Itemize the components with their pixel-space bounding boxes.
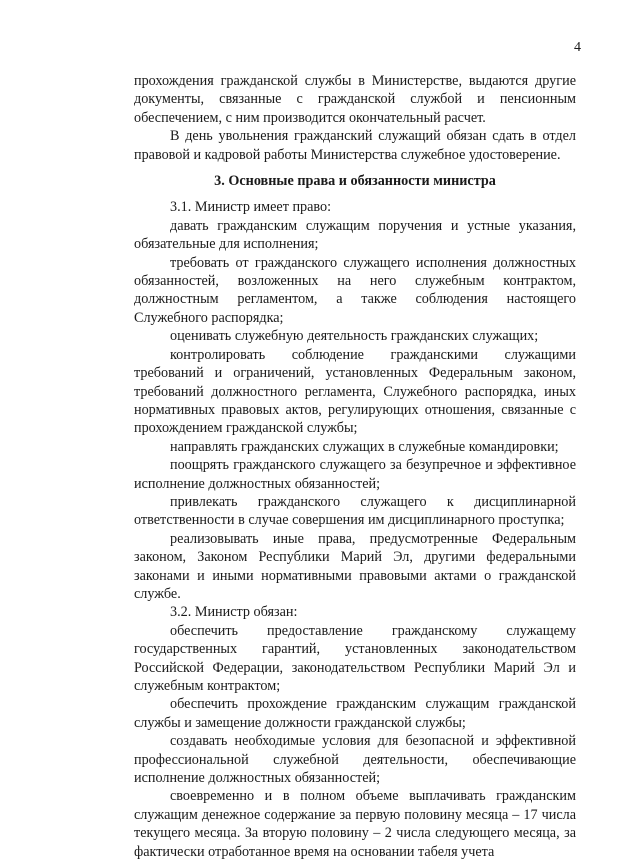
rights-item: требовать от гражданского служащего исполнения должностных обязанностей, возложенных на него служебным контрактом, должностным регламентом, а также соблюдения настоящего Служебного распорядка; xyxy=(134,254,576,326)
document-body xyxy=(134,72,576,861)
duties-item: создавать необходимые условия для безопасной и эффективной профессиональной служебной деятельности, обеспечивающие исполнение должностных обязанностей; xyxy=(134,733,576,787)
rights-item: реализовывать иные права, предусмотренные Федеральным законом, Законом Республики Марий Эл, другими федеральными законами и иными нормативными правовыми актами о гражданской службе. xyxy=(134,530,576,602)
rights-item: поощрять гражданского служащего за безупречное и эффективное исполнение должностных обязанностей; xyxy=(134,457,576,492)
rights-item: привлекать гражданского служащего к дисциплинарной ответственности в случае совершения им дисциплинарного проступка; xyxy=(134,493,576,529)
page-number: 4 xyxy=(574,40,581,55)
rights-item: давать гражданским служащим поручения и устные указания, обязательные для исполнения; xyxy=(134,217,576,253)
duties-item: обеспечить предоставление гражданскому служащему государственных гарантий, установленных законодательством Российской Федерации, законодательством Республики Марий Эл и служебным контрактом; xyxy=(134,622,576,694)
rights-item: направлять гражданских служащих в служебные командировки; xyxy=(170,438,559,455)
subsection-title: 3.2. Министр обязан: xyxy=(170,604,298,621)
duties-item: своевременно и в полном объеме выплачивать гражданским служащим денежное содержание за первую половину месяца – 17 числа текущего месяца. За вторую половину – 2 числа следующего месяца, за фактически отработанное время на основании табеля учета xyxy=(134,788,576,860)
body-paragraph: прохождения гражданской службы в Министерстве, выдаются другие документы, связанные с гражданской службой и пенсионным обеспечением, с ним производится окончательный расчет. xyxy=(134,73,576,126)
rights-item: оценивать служебную деятельность гражданских служащих; xyxy=(170,328,539,345)
duties-item: обеспечить прохождение гражданским служащим гражданской службы и замещение должности гражданской службы; xyxy=(134,696,576,731)
rights-item: контролировать соблюдение гражданскими служащими требований и ограничений, установленных Федеральным законом, требований должностного регламента, Служебного распорядка, иных нормативных правовых актов, регулирующих отношения, связанные с прохождением гражданской службы; xyxy=(134,346,576,437)
body-paragraph: В день увольнения гражданский служащий обязан сдать в отдел правовой и кадровой работы Министерства служебное удостоверение. xyxy=(134,128,576,163)
section-heading: 3. Основные права и обязанности министра xyxy=(214,173,496,190)
subsection-title: 3.1. Министр имеет право: xyxy=(170,199,332,216)
